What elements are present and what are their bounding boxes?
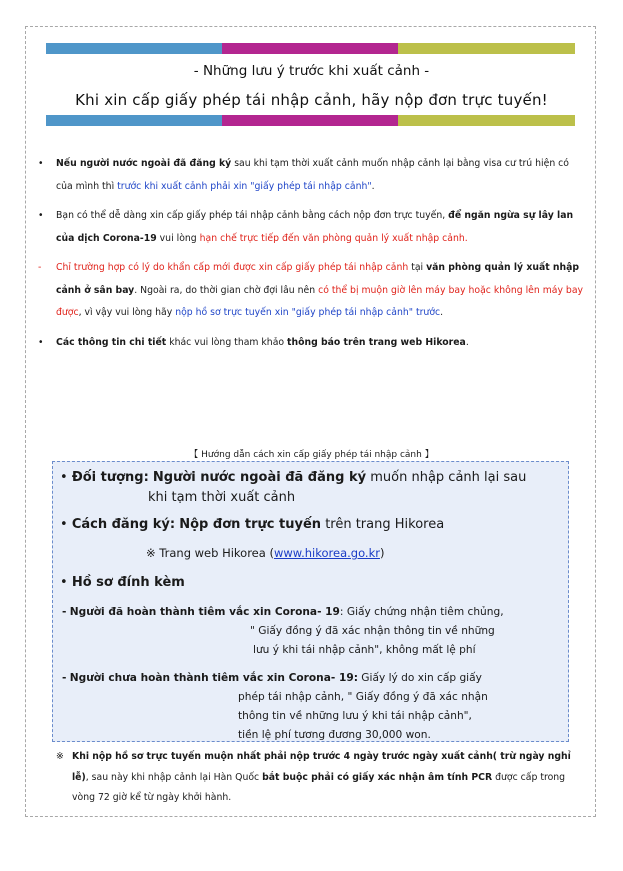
text-segment: có thể bị muộn giờ lên máy bay hoặc không lên máy bay được <box>56 284 584 318</box>
docs-row: • Hồ sơ đính kèm <box>60 575 185 590</box>
text-segment: bắt buộc phải có giấy xác nhận âm tính PCR <box>262 771 493 783</box>
guide-title: 【 Hướng dẫn cách xin cấp giấy phép tái nhập cảnh 】 <box>189 450 434 460</box>
note-mark: ※ <box>56 751 64 762</box>
bullet-text <box>56 158 569 192</box>
text-segment: . <box>440 307 444 318</box>
notice-page <box>25 26 596 817</box>
target-row-cont: khi tạm thời xuất cảnh <box>148 490 296 505</box>
text-segment: . <box>465 336 469 348</box>
bullet-dash: - <box>38 262 42 273</box>
guide-box <box>52 461 569 742</box>
method-row: • Cách đăng ký: Nộp đơn trực tuyến trên trang Hikorea <box>60 517 445 532</box>
bullet-item <box>36 332 588 355</box>
text-segment: Bạn có thể dễ dàng xin cấp giấy phép tái nhập cảnh bằng cách nộp đơn trực tuyến, <box>56 210 449 221</box>
method-rest: trên trang Hikorea <box>325 517 445 532</box>
text-segment: tại <box>408 262 427 273</box>
bullet-dot: • <box>38 210 44 221</box>
text-segment: sau khi tạm thời xuất cảnh muốn nhập cảnh lại bằng visa cư trú hiện có của mình thì <box>56 158 569 192</box>
website-row: ※ Trang web Hikorea (www.hikorea.go.kr) <box>146 546 385 560</box>
text-segment: Khi nộp hồ sơ trực tuyến muộn nhất phải nộp trước 4 ngày trước ngày xuất cảnh( trừ ngày nghỉ lễ) <box>72 751 571 783</box>
text-segment: Các thông tin chi tiết <box>56 336 167 348</box>
text-segment: khác vui lòng tham khảo <box>166 336 288 348</box>
bullet-item <box>36 257 588 325</box>
text-segment: thông báo trên trang web Hikorea <box>287 336 466 348</box>
main-heading: Khi xin cấp giấy phép tái nhập cảnh, hãy nộp đơn trực tuyến! <box>75 91 548 109</box>
vaccinated-row: - Người đã hoàn thành tiêm vắc xin Corona- 19: Giấy chứng nhận tiêm chủng, <box>62 606 504 618</box>
bullet-dot: • <box>38 336 44 348</box>
target-label: Đối tượng: <box>71 470 149 485</box>
top-color-band <box>46 43 575 54</box>
docs-label: Hồ sơ đính kèm <box>71 575 185 590</box>
subtitle-heading: - Những lưu ý trước khi xuất cảnh - <box>193 63 430 79</box>
text-segment: Nếu người nước ngoài đã đăng ký <box>56 158 232 169</box>
text-segment: được cấp trong vòng 72 giờ kể từ ngày khởi hành. <box>72 771 566 803</box>
target-bold: Người nước ngoài đã đăng ký <box>152 470 367 485</box>
unvaccinated-row: - Người chưa hoàn thành tiêm vắc xin Corona- 19: Giấy lý do xin cấp giấy <box>62 672 482 684</box>
unvaccinated-label: Người chưa hoàn thành tiêm vắc xin Corona- 19: <box>69 672 358 684</box>
target-rest: muốn nhập cảnh lại sau <box>370 470 527 485</box>
vaccinated-cont: " Giấy đồng ý đã xác nhận thông tin về những <box>250 625 495 637</box>
text-segment: Chỉ trường hợp có lý do khẩn cấp mới được xin cấp giấy phép tái nhập cảnh <box>56 262 409 273</box>
footnote <box>56 747 581 809</box>
vaccinated-label: Người đã hoàn thành tiêm vắc xin Corona- 19 <box>69 606 340 618</box>
unvaccinated-cont: phép tái nhập cảnh, " Giấy đồng ý đã xác nhận <box>238 691 488 703</box>
text-segment: , vì vậy vui lòng hãy <box>78 307 176 318</box>
target-row: • Đối tượng: Người nước ngoài đã đăng ký muốn nhập cảnh lại sau <box>60 470 527 485</box>
bullet-item <box>36 205 588 250</box>
bullet-dot: • <box>38 158 44 169</box>
unvaccinated-cont: thông tin về những lưu ý khi tái nhập cảnh", <box>238 710 472 722</box>
text-segment: , sau này khi nhập cảnh lại Hàn Quốc <box>85 771 263 783</box>
hikorea-link[interactable]: www.hikorea.go.kr <box>273 546 380 560</box>
text-segment: văn phòng quản lý xuất nhập cảnh ở sân bay <box>56 262 580 296</box>
text-segment: để ngăn ngừa sự lây lan của dịch Corona-19 <box>56 210 574 244</box>
unvaccinated-cont: tiền lệ phí tương đương 30,000 won. <box>238 729 431 741</box>
bottom-color-band <box>46 115 575 126</box>
notice-bullets <box>36 153 588 361</box>
bullet-text <box>56 337 469 348</box>
method-bold: Nộp đơn trực tuyến <box>179 517 322 532</box>
bullet-item <box>36 153 588 198</box>
text-segment: . Ngoài ra, do thời gian chờ đợi lâu nên <box>134 284 319 296</box>
text-segment: nộp hồ sơ trực tuyến xin "giấy phép tái nhập cảnh" trước <box>175 307 441 318</box>
text-segment: vui lòng <box>156 232 200 244</box>
text-segment: . <box>371 180 375 192</box>
method-label: Cách đăng ký: <box>71 517 176 532</box>
footnote-text <box>56 747 581 809</box>
bullet-text <box>56 210 573 244</box>
vaccinated-cont: lưu ý khi tái nhập cảnh", không mất lệ phí <box>253 644 476 656</box>
text-segment: trước khi xuất cảnh phải xin "giấy phép tái nhập cảnh" <box>117 180 372 192</box>
text-segment: hạn chế trực tiếp đến văn phòng quản lý xuất nhập cảnh. <box>199 232 468 244</box>
bullet-text <box>56 262 583 318</box>
